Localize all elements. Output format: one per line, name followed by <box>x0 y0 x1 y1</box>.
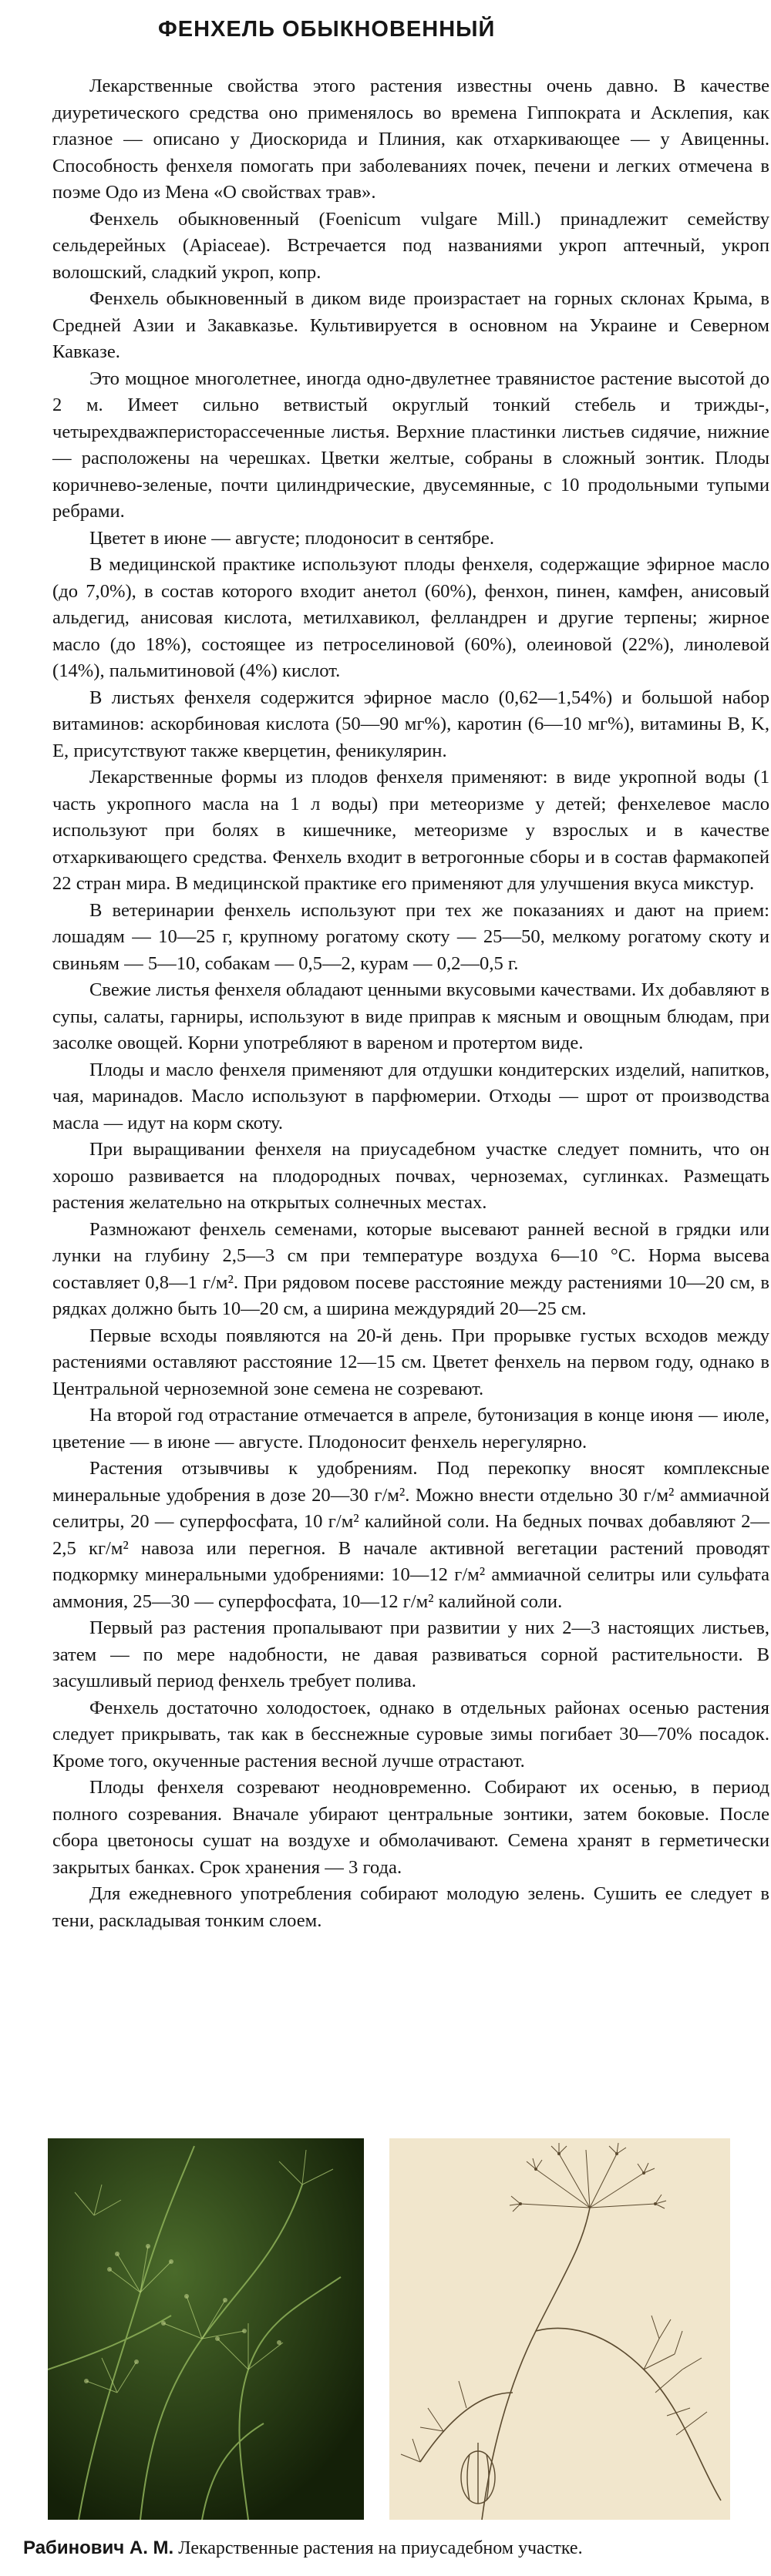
paragraph: Размножают фенхель семенами, которые высевают ранней весной в грядки или лунки на глубину 2,5—3 см при температуре воздуха 6—10 °С. Норма высева составляет 0,8—1 г/м². При рядовом посеве расстояние между растениями 10—20 см, в рядках должно быть 10—20 см, а ширина междурядий 20—25 см. <box>52 1218 769 1319</box>
paragraph: Фенхель обыкновенный (Foenicum vulgare Mill.) принадлежит семейству сельдерейных (Apiaceae). Встречается под названиями укроп аптечный, укроп волошский, сладкий укроп, копр. <box>52 208 769 283</box>
paragraph: Для ежедневного употребления собирают молодую зелень. Сушить ее следует в тени, раскладывая тонким слоем. <box>52 1883 769 1931</box>
paragraph: На второй год отрастание отмечается в апреле, бутонизация в конце июня — июле, цветение — в июне — августе. Плодоносит фенхель нерегулярно. <box>52 1405 769 1453</box>
caption-author: Рабинович А. М. <box>23 2537 174 2558</box>
paragraph: В листьях фенхеля содержится эфирное масло (0,62—1,54%) и большой набор витаминов: аскорбиновая кислота (50—90 мг%), каротин (6—10 мг%), витамины B, K, E, присутствуют также кверцетин, феникулярин. <box>52 687 769 761</box>
paragraph: Растения отзывчивы к удобрениям. Под перекопку вносят комплексные минеральные удобрения в дозе 20—30 г/м². Можно внести отдельно 30 г/м² аммиачной селитры, 20 — суперфосфата, 10 г/м² калийной соли. На бедных почвах добавляют 2—2,5 кг/м² навоза или перегноя. В начале активной вегетации растений проводят подкормку минеральными удобрениями: 10—12 г/м² аммиачной селитры или сульфата аммония, 25—30 — суперфосфата, 10—12 г/м² калийной соли. <box>52 1458 769 1612</box>
paragraph: Лекарственные формы из плодов фенхеля применяют: в виде укропной воды (1 часть укропного масла на 1 л воды) при метеоризме у детей; фенхелевое масло используют при болях в кишечнике, метеоризме у взрослых и в качестве отхаркивающего средства. Фенхель входит в ветрогонные сборы и в состав фармакопей 22 стран мира. В медицинской практике его применяют для улучшения вкуса микстур. <box>52 767 769 894</box>
paragraph: В медицинской практике используют плоды фенхеля, содержащие эфирное масло (до 7,0%), в состав которого входит анетол (60%), фенхон, пинен, камфен, анисовый альдегид, анисовая кислота, метилхавикол, фелландрен и другие терпены; жирное масло (до 18%), состоящее из петроселиновой (60%), олеиновой (22%), линолевой (14%), пальмитиновой (4%) кислот. <box>52 554 769 681</box>
paragraph: Свежие листья фенхеля обладают ценными вкусовыми качествами. Их добавляют в супы, салаты, гарниры, используют в виде приправ к мясным и овощным блюдам, при засолке овощей. Корни употребляют в вареном и протертом виде. <box>52 979 769 1053</box>
article-body <box>52 73 769 1934</box>
paragraph: Плоды фенхеля созревают неодновременно. Собирают их осенью, в период полного созревания. Вначале убирают центральные зонтики, затем боковые. После сбора цветоносы сушат на воздухе и обмолачивают. Семена хранят в герметически закрытых банках. Срок хранения — 3 года. <box>52 1777 769 1878</box>
paragraph: При выращивании фенхеля на приусадебном участке следует помнить, что он хорошо развивается на плодородных почвах, черноземах, суглинках. Размещать растения желательно на открытых солнечных местах. <box>52 1139 769 1213</box>
paragraph: Фенхель обыкновенный в диком виде произрастает на горных склонах Крыма, в Средней Азии и Закавказье. Культивируется в основном на Украине и Северном Кавказе. <box>52 288 769 362</box>
paragraph: Это мощное многолетнее, иногда одно-двулетнее травянистое растение высотой до 2 м. Имеет сильно ветвистый округлый тонкий стебель и трижды-, четырехдважперисторассеченные листья. Верхние пластинки листьев сидячие, нижние — расположены на черешках. Цветки желтые, собраны в сложный зонтик. Плоды коричнево-зеленые, почти цилиндрические, двусемянные, с 10 продольными тупыми ребрами. <box>52 368 769 522</box>
paragraph: Первые всходы появляются на 20-й день. При прорывке густых всходов между растениями оставляют расстояние 12—15 см. Цветет фенхель на первом году, однако в Центральной черноземной зоне семена не созревают. <box>52 1325 769 1399</box>
paragraph: Первый раз растения пропалывают при развитии у них 2—3 настоящих листьев, затем — по мере надобности, не давая развиваться сорной растительности. В засушливый период фенхель требует полива. <box>52 1617 769 1691</box>
caption-source: Лекарственные растения на приусадебном участке. <box>173 2538 583 2558</box>
figure-caption <box>23 2537 763 2559</box>
paragraph: Плоды и масло фенхеля применяют для отдушки кондитерских изделий, напитков, чая, маринадов. Масло используют в парфюмерии. Отходы — шрот от производства масла — идут на корм скоту. <box>52 1059 769 1134</box>
fennel-photo <box>48 2138 364 2520</box>
paragraph: Фенхель достаточно холодостоек, однако в отдельных районах осенью растения следует прикрывать, так как в бесснежные суровые зимы погибает 30—70% посадок. Кроме того, окученные растения весной лучше отрастают. <box>52 1697 769 1772</box>
paragraph: В ветеринарии фенхель используют при тех же показаниях и дают на прием: лошадям — 10—25 г, крупному рогатому скоту — 25—50, мелкому рогатому скоту и свиньям — 5—10, собакам — 0,5—2, курам — 0,2—0,5 г. <box>52 899 769 974</box>
fennel-photo-image <box>48 2138 364 2520</box>
page-title: ФЕНХЕЛЬ ОБЫКНОВЕННЫЙ <box>158 17 496 42</box>
fennel-botanical-drawing <box>389 2138 730 2520</box>
paragraph: Лекарственные свойства этого растения известны очень давно. В качестве диуретического средства оно применялось во времена Гиппократа и Асклепия, как глазное — описано у Диоскорида и Плиния, как отхаркивающее — у Авиценны. Способность фенхеля помогать при заболеваниях почек, печени и легких отмечена в поэме Одо из Мена «О свойствах трав». <box>52 76 769 203</box>
paragraph: Цветет в июне — августе; плодоносит в сентябре. <box>89 527 494 549</box>
fennel-drawing-image <box>389 2138 730 2520</box>
